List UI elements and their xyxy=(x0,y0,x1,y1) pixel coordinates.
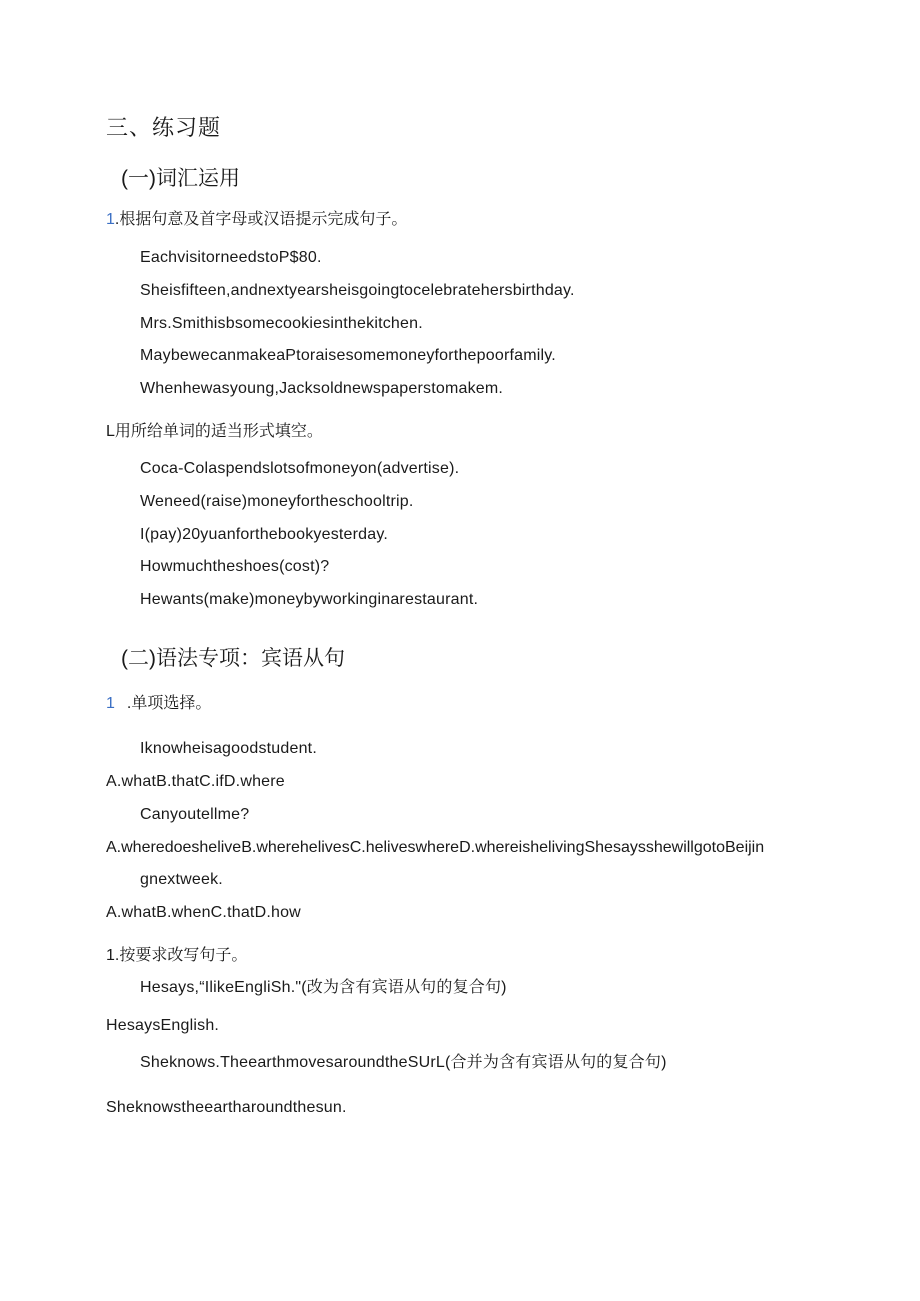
part1-q2-item-2: Weneed(raise)moneyfortheschooltrip. xyxy=(140,493,414,510)
part2-title: (二)语法专项：宾语从句 xyxy=(121,647,345,670)
section-title: 三、练习题 xyxy=(106,115,222,140)
part1-q1-instruction-text: .根据句意及首字母或汉语提示完成句子。 xyxy=(114,211,408,228)
part2-q2-line-1: Hesays,“IlikeEngliSh."(改为含有宾语从句的复合句) xyxy=(140,979,507,996)
part2-q1-line-1: Iknowheisagoodstudent. xyxy=(140,740,317,757)
part1-q2-item-3: I(pay)20yuanforthebookyesterday. xyxy=(140,526,389,543)
part1-title: (一)词汇运用 xyxy=(121,167,240,190)
part2-q1-instruction xyxy=(106,694,211,714)
part2-q1-line-3: Canyoutellme? xyxy=(140,806,250,823)
part2-q1-number: 1 xyxy=(106,695,115,712)
part1-q2-instruction: L用所给单词的适当形式填空。 xyxy=(106,423,323,440)
part1-q1-item-4: MaybewecanmakeaPtoraisesomemoneyforthepoorfamily. xyxy=(140,347,556,364)
part1-q1-instruction xyxy=(106,210,407,230)
part2-q1-line-4: A.wheredoesheliveB.wherehelivesC.heliveswhereD.whereishelivingShesaysshewillgotoBeijin xyxy=(106,839,765,856)
part2-q2-line-4: Sheknowstheeartharoundthesun. xyxy=(106,1099,347,1116)
part2-q1-line-6: A.whatB.whenC.thatD.how xyxy=(106,904,301,921)
part2-q1-instruction-text: .单项选择。 xyxy=(126,695,212,712)
part2-q2-line-3: Sheknows.TheearthmovesaroundtheSUrL(合并为含有宾语从句的复合句) xyxy=(140,1054,667,1071)
part2-q2-instruction: 1.按要求改写句子。 xyxy=(106,947,248,964)
part1-q1-item-2: Sheisfifteen,andnextyearsheisgoingtocelebratehersbirthday. xyxy=(140,282,575,299)
part2-q1-line-5: gnextweek. xyxy=(140,871,223,888)
part1-q1-item-3: Mrs.Smithisbsomecookiesinthekitchen. xyxy=(140,315,423,332)
part1-q1-item-5: Whenhewasyoung,Jacksoldnewspaperstomakem. xyxy=(140,380,504,397)
part2-q1-line-2: A.whatB.thatC.ifD.where xyxy=(106,773,285,790)
part2-q2-line-2: HesaysEnglish. xyxy=(106,1017,220,1034)
part1-q1-item-1: EachvisitorneedstoP$80. xyxy=(140,249,322,266)
part1-q1-number: 1 xyxy=(106,211,115,228)
part1-q2-item-4: Howmuchtheshoes(cost)? xyxy=(140,558,330,575)
part1-q2-item-1: Coca-Colaspendslotsofmoneyon(advertise). xyxy=(140,460,460,477)
part1-q2-item-5: Hewants(make)moneybyworkinginarestaurant. xyxy=(140,591,479,608)
